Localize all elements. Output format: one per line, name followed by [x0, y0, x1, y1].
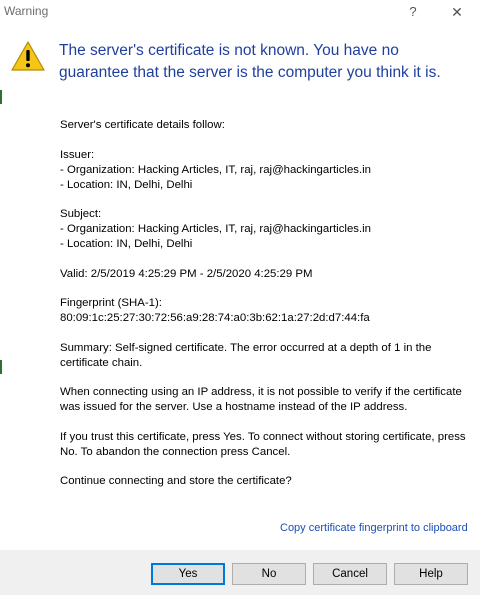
issuer-location: - Location: IN, Delhi, Delhi: [60, 178, 193, 191]
issuer-block: [60, 148, 472, 193]
summary-text: Summary: Self-signed certificate. The error occurred at a depth of 1 in the certificate chain.: [60, 341, 432, 369]
subject-block: [60, 207, 472, 252]
yes-button[interactable]: Yes: [151, 563, 225, 585]
issuer-label: Issuer:: [60, 148, 95, 161]
title-bar: [0, 0, 480, 24]
help-icon[interactable]: ?: [409, 4, 417, 19]
subject-organization: - Organization: Hacking Articles, IT, raj, raj@hackingarticles.in: [60, 223, 371, 235]
window-title: Warning: [4, 4, 49, 18]
cancel-button[interactable]: Cancel: [313, 563, 387, 585]
close-icon[interactable]: ✕: [451, 4, 463, 20]
warning-icon: [10, 40, 46, 72]
continue-question: Continue connecting and store the certificate?: [60, 475, 292, 487]
fingerprint-text: Fingerprint (SHA-1): 80:09:1c:25:27:30:72:56:a9:28:74:a0:3b:62:1a:27:2d:d7:44:fa: [60, 297, 370, 324]
help-button[interactable]: Help: [394, 563, 468, 585]
window-edge-marker: [0, 90, 2, 104]
subject-label: Subject:: [60, 208, 102, 220]
window-edge-marker: [0, 360, 2, 374]
details-intro: Server's certificate details follow:: [60, 119, 225, 131]
validity-text: Valid: 2/5/2019 4:25:29 PM - 2/5/2020 4:25:29 PM: [60, 267, 313, 280]
ip-address-note: When connecting using an IP address, it is not possible to verify if the certificate was issued for the server. Use a hostname instead of the IP address.: [60, 386, 462, 413]
copy-fingerprint-link[interactable]: Copy certificate fingerprint to clipboard: [280, 522, 468, 534]
trust-instructions: If you trust this certificate, press Yes. To connect without storing certificate, press No. To abandon the connection press Cancel.: [60, 430, 466, 458]
no-button[interactable]: No: [232, 563, 306, 585]
subject-location: - Location: IN, Delhi, Delhi: [60, 238, 193, 250]
certificate-details: [60, 118, 472, 504]
warning-heading: The server's certificate is not known. You have no guarantee that the server is the computer you think it is.: [59, 42, 441, 81]
issuer-organization: - Organization: Hacking Articles, IT, raj, raj@hackingarticles.in: [60, 163, 371, 176]
